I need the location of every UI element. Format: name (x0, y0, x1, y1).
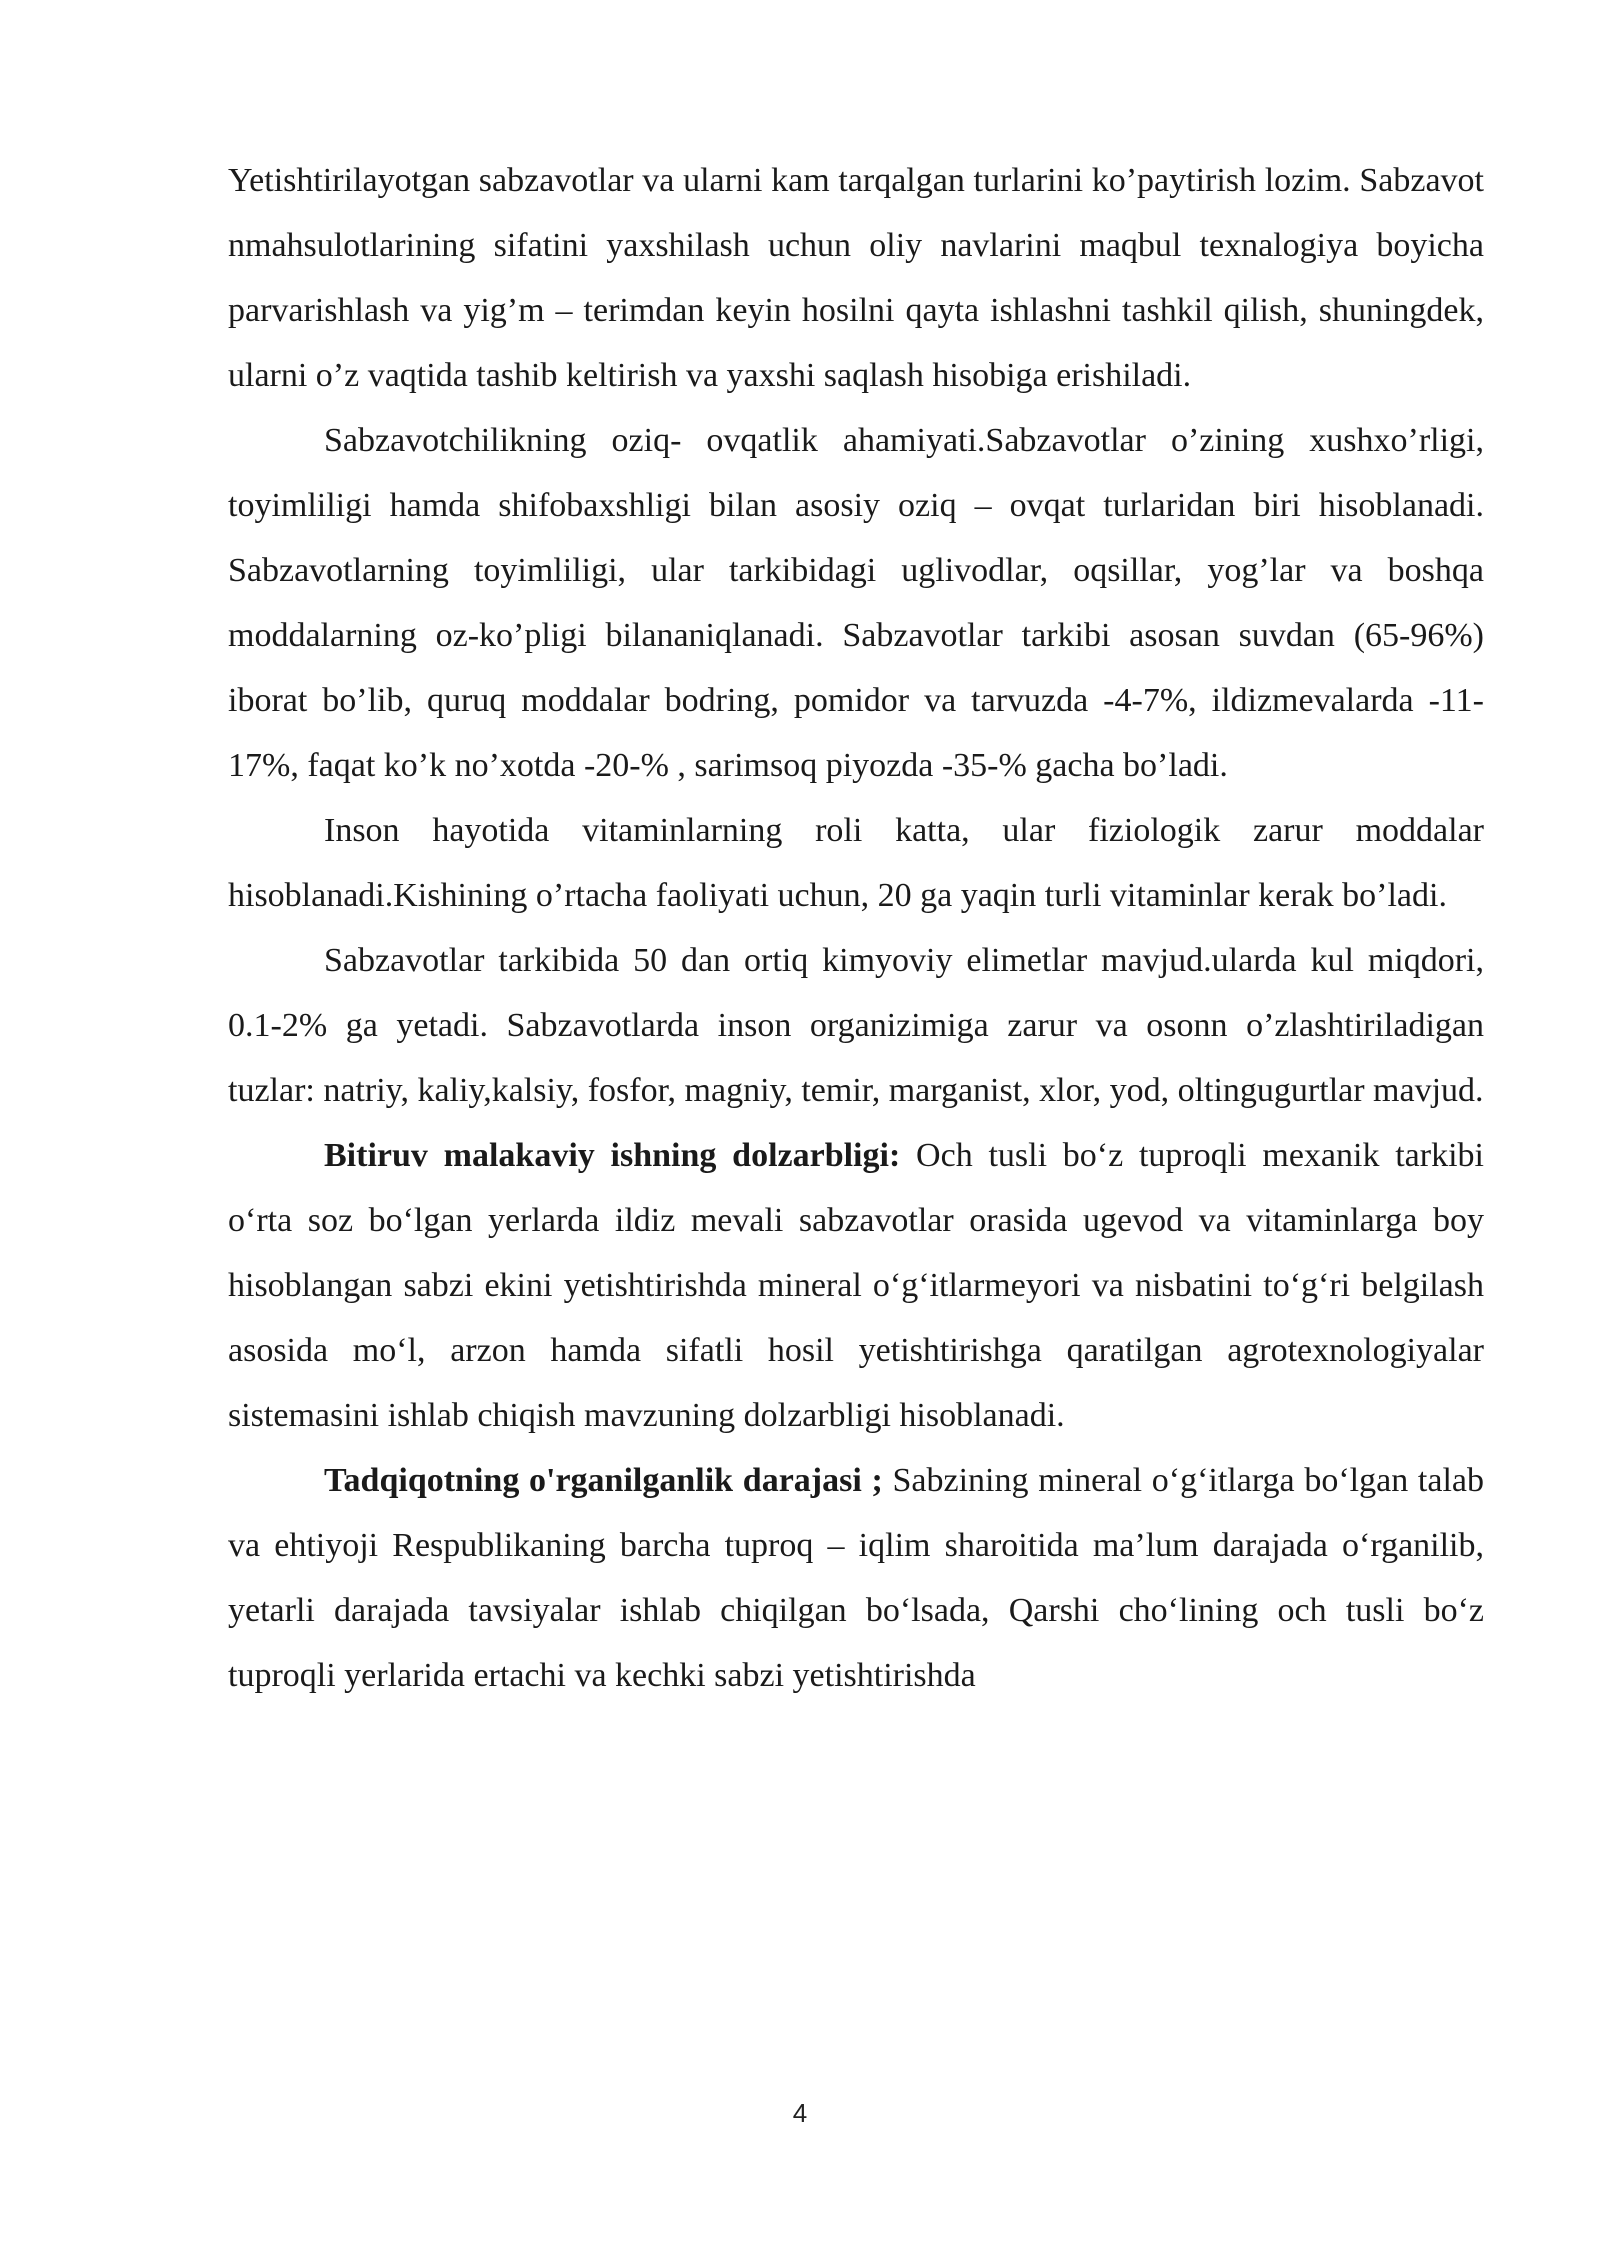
paragraph-relevance (228, 1123, 1484, 1448)
relevance-heading: Bitiruv malakaviy ishning dolzarbligi: (324, 1137, 901, 1174)
paragraph-nutritional-value: Sabzavotchilikning oziq- ovqatlik ahamiyati.Sabzavotlar o’zining xushxo’rligi, toyimliligi hamda shifobaxshligi bilan asosiy oziq – ovqat turlaridan biri hisoblanadi. Sabzavotlarning toyimliligi, ular tarkibidagi uglivodlar, oqsillar, yog’lar va boshqa moddalarning oz-ko’pligi bilananiqlanadi. Sabzavotlar tarkibi asosan suvdan (65-96%) iborat bo’lib, quruq moddalar bodring, pomidor va tarvuzda -4-7%, ildizmevalarda -11-17%, faqat ko’k no’xotda -20-% , sarimsoq piyozda -35-% gacha bo’ladi. (228, 422, 1484, 784)
research-degree-text: Sabzining mineral o‘g‘itlarga bo‘lgan talab va ehtiyoji Respublikaning barcha tuproq – iqlim sharoitida ma’lum darajada o‘rganilib, yetarli darajada tavsiyalar ishlab chiqilgan bo‘lsada, Qarshi cho‘lining och tusli bo‘z tuproqli yerlarida ertachi va kechki sabzi yetishtirishda (228, 1462, 1484, 1694)
paragraph-intro: Yetishtirilayotgan sabzavotlar va ularni kam tarqalgan turlarini ko’paytirish lozim. Sabzavot nmahsulotlarining sifatini yaxshilash uchun oliy navlarini maqbul texnalogiya boyicha parvarishlash va yig’m – terimdan keyin hosilni qayta ishlashni tashkil qilish, shuningdek, ularni o’z vaqtida tashib keltirish va yaxshi saqlash hisobiga erishiladi. (228, 162, 1484, 394)
research-degree-heading: Tadqiqotning o'rganilganlik darajasi ; (324, 1462, 883, 1499)
relevance-text: Och tusli bo‘z tuproqli mexanik tarkibi o‘rta soz bo‘lgan yerlarda ildiz mevali sabzavotlar orasida ugevod va vitaminlarga boy hisoblangan sabzi ekini yetishtirishda mineral o‘g‘itlarmeyori va nisbatini to‘g‘ri belgilash asosida mo‘l, arzon hamda sifatli hosil yetishtirishga qaratilgan agrotexnologiyalar sistemasini ishlab chiqish mavzuning dolzarbligi hisoblanadi. (228, 1137, 1484, 1434)
paragraph-vitamins: Inson hayotida vitaminlarning roli katta, ular fiziologik zarur moddalar hisoblanadi.Kishining o’rtacha faoliyati uchun, 20 ga yaqin turli vitaminlar kerak bo’ladi. (228, 812, 1484, 914)
paragraph-research-degree (228, 1448, 1484, 1708)
paragraph-chemical-elements: Sabzavotlar tarkibida 50 dan ortiq kimyoviy elimetlar mavjud.ularda kul miqdori, 0.1-2% ga yetadi. Sabzavotlarda inson organizimiga zarur va osonn o’zlashtiriladigan tuzlar: natriy, kaliy,kalsiy, fosfor, magniy, temir, marganist, xlor, yod, oltingugurtlar mavjud. (228, 942, 1484, 1109)
document-page (228, 148, 1484, 1708)
page-number: 4 (792, 2098, 808, 2128)
